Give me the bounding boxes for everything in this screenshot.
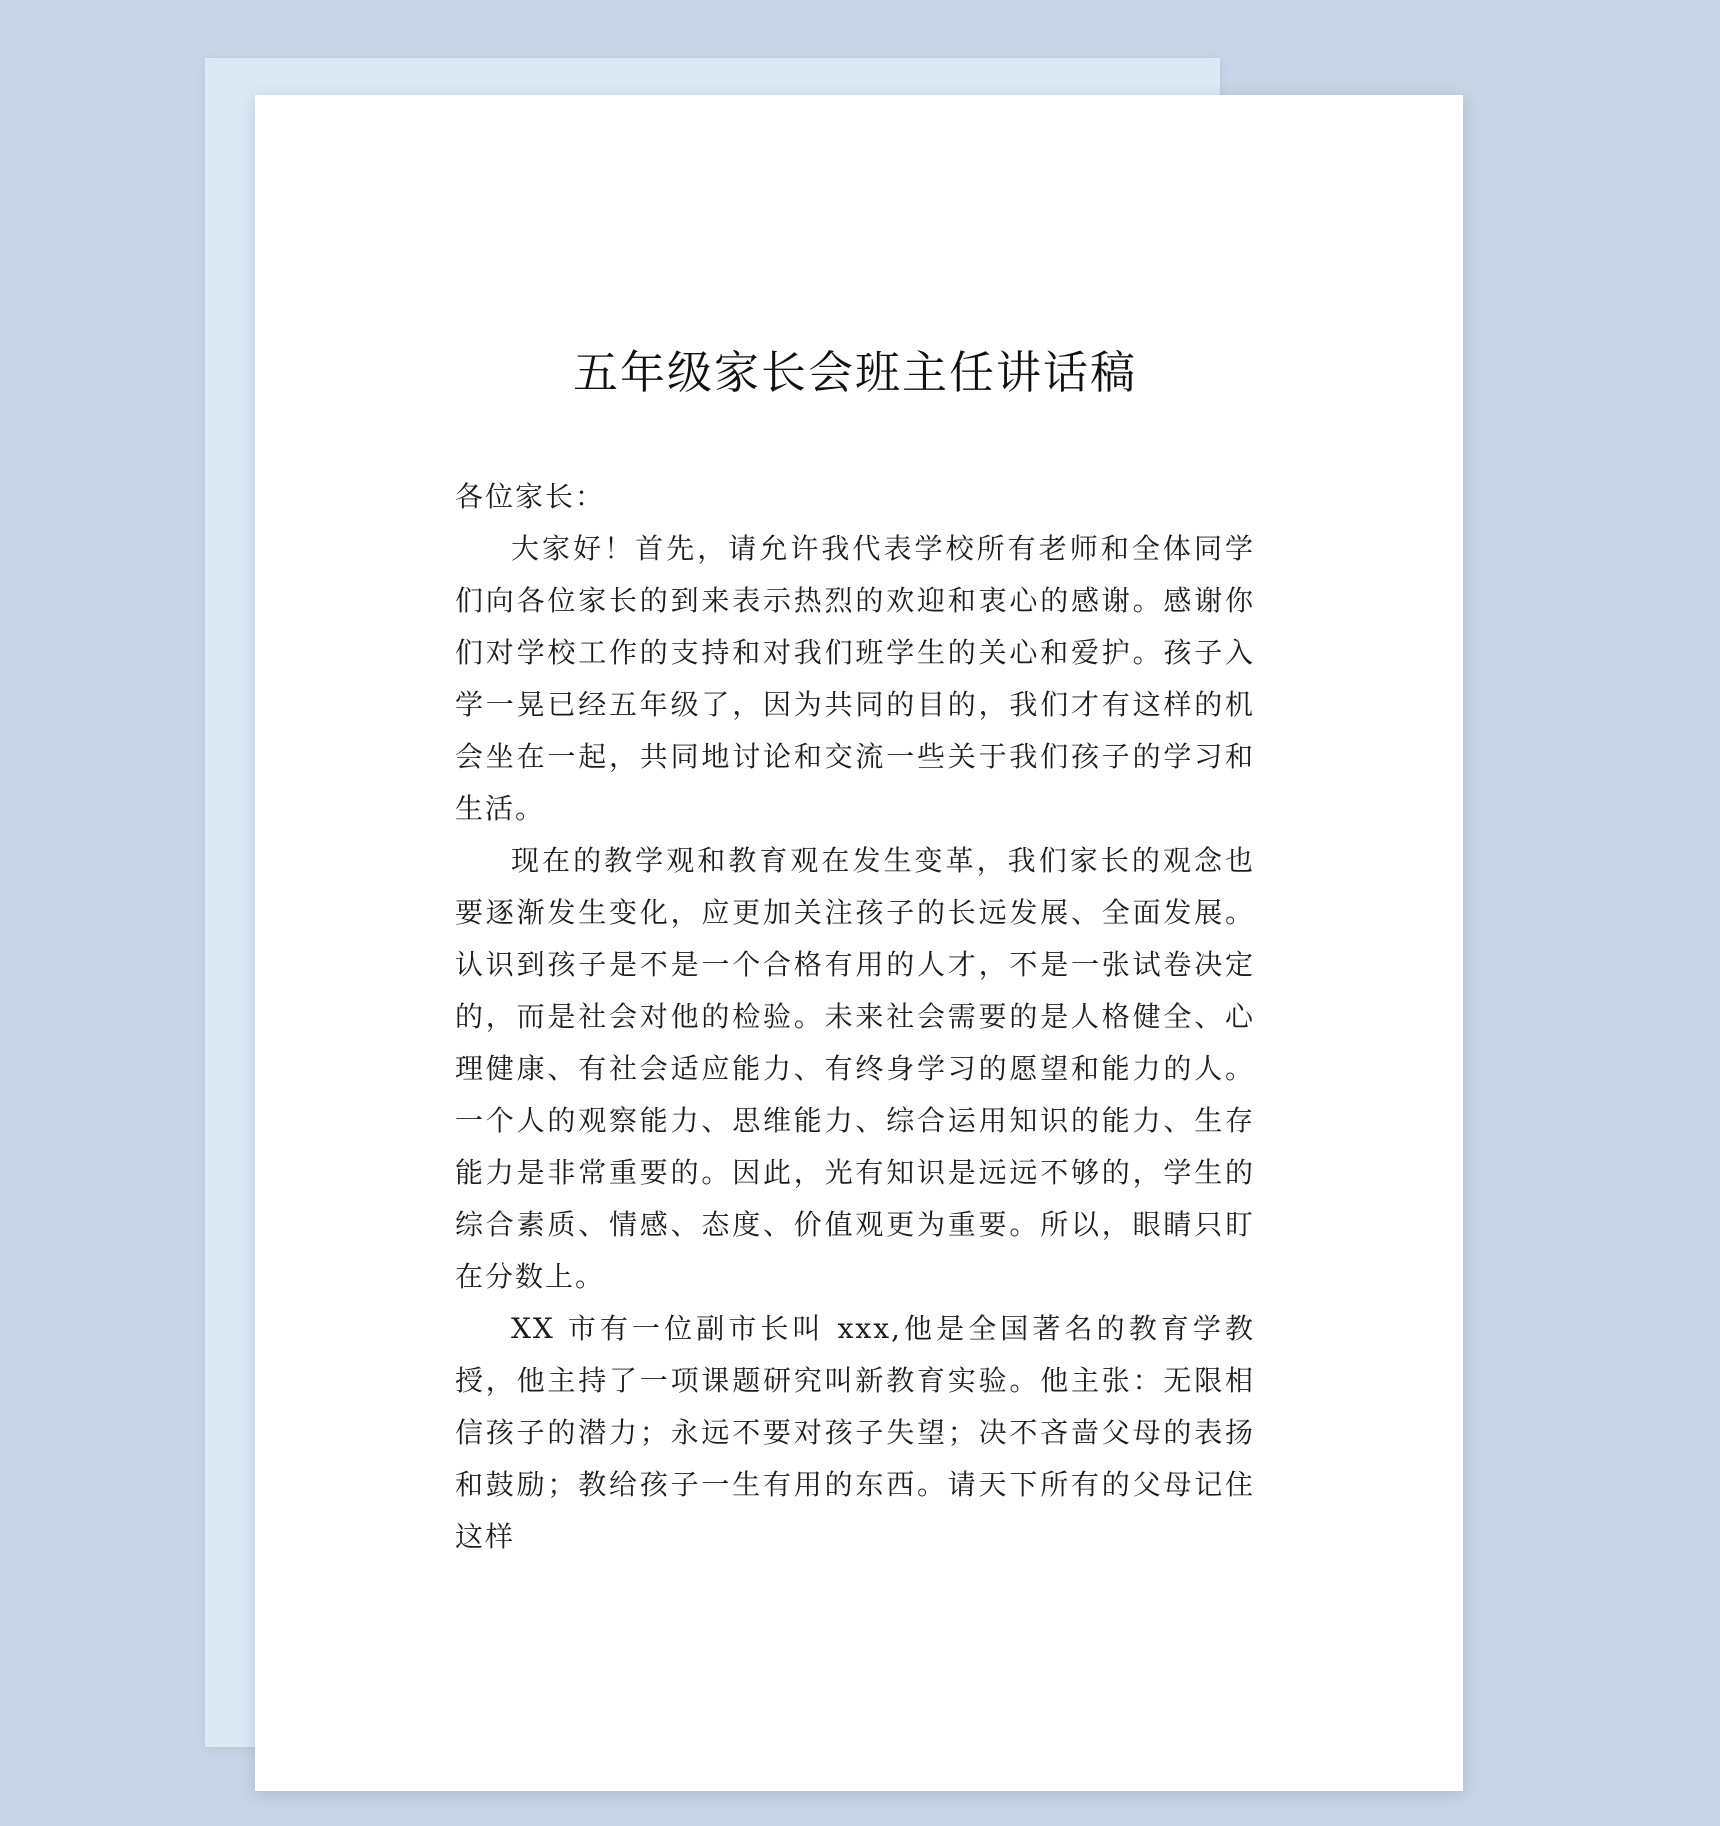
document-body [455,471,1255,1563]
paragraph-greeting: 大家好！首先，请允许我代表学校所有老师和全体同学们向各位家长的到来表示热烈的欢迎和衷心的感谢。感谢你们对学校工作的支持和对我们班学生的关心和爱护。孩子入学一晃已经五年级了，因为共同的目的，我们才有这样的机会坐在一起，共同地讨论和交流一些关于我们孩子的学习和生活。 [455,532,1255,825]
salutation-line: 各位家长： [455,480,606,513]
paragraph-vice-mayor: XX 市有一位副市长叫 xxx,他是全国著名的教育学教授，他主持了一项课题研究叫新教育实验。他主张：无限相信孩子的潜力；永远不要对孩子失望；决不吝啬父母的表扬和鼓励；教给孩子一生有用的东西。请天下所有的父母记住这样 [455,1312,1255,1553]
paragraph-education-view: 现在的教学观和教育观在发生变革，我们家长的观念也要逐渐发生变化，应更加关注孩子的长远发展、全面发展。认识到孩子是不是一个合格有用的人才，不是一张试卷决定的，而是社会对他的检验。未来社会需要的是人格健全、心理健康、有社会适应能力、有终身学习的愿望和能力的人。一个人的观察能力、思维能力、综合运用知识的能力、生存能力是非常重要的。因此，光有知识是远远不够的，学生的综合素质、情感、态度、价值观更为重要。所以，眼睛只盯在分数上。 [455,844,1255,1293]
document-title: 五年级家长会班主任讲话稿 [572,346,1137,399]
document-page [255,95,1463,1791]
